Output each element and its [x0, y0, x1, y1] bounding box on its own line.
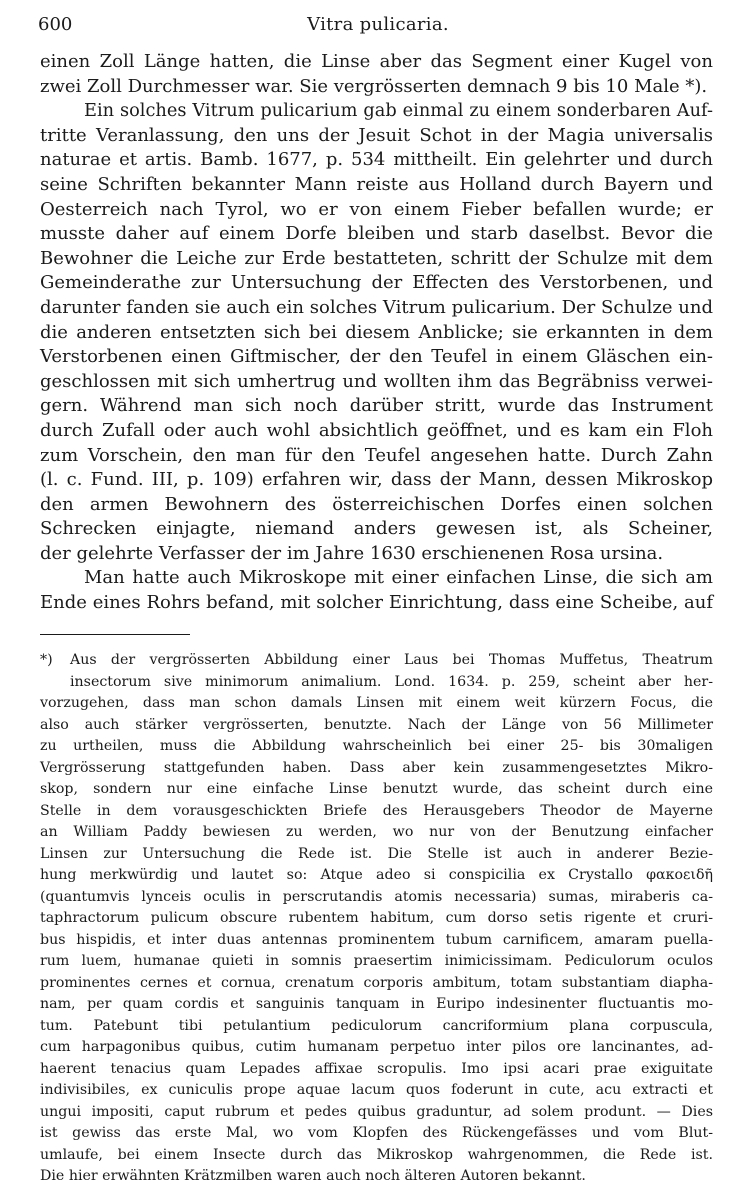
- footnote-line: insectorum sive minimorum animalium. Lond. 1634. p. 259, scheint aber her-: [70, 673, 713, 690]
- text-line: tritte Veranlassung, den uns der Jesuit Schot in der Magia universalis: [40, 124, 713, 146]
- page-header: [38, 14, 718, 42]
- text-line: Bewohner die Leiche zur Erde bestatteten, schritt der Schulze mit dem: [40, 247, 713, 269]
- text-line: Schrecken einjagte, niemand anders gewesen ist, als Scheiner,: [40, 518, 713, 540]
- footnote-line: ist gewiss das erste Mal, wo vom Klopfen des Rückengefässes und vom Blut-: [40, 1125, 713, 1141]
- text-line: musste daher auf einem Dorfe bleiben und starb daselbst. Bevor die: [40, 223, 713, 245]
- text-line: den armen Bewohnern des österreichischen Dorfes einen solchen: [40, 493, 713, 515]
- footnote-line: cum harpagonibus quibus, cutim humanam perpetuo inter pilos ore lancinantes, ad-: [40, 1039, 713, 1055]
- footnote-marker: *): [40, 652, 53, 668]
- text-line: darunter fanden sie auch ein solches Vitrum pulicarium. Der Schulze und: [40, 296, 713, 318]
- footnote-line: Die hier erwähnten Krätzmilben waren auch noch älteren Autoren bekannt.: [40, 1168, 586, 1184]
- text-line: Ende eines Rohrs befand, mit solcher Einrichtung, dass eine Scheibe, auf: [40, 592, 713, 614]
- text-line: der gelehrte Verfasser der im Jahre 1630 erschienenen Rosa ursina.: [40, 542, 664, 564]
- text-line: geschlossen mit sich umhertrug und wollten ihm das Begräbniss verwei-: [40, 370, 713, 392]
- footnote-line: prominentes cernes et cornua, crenatum corporis ambitum, totam substantiam diapha-: [40, 974, 713, 991]
- text-line: einen Zoll Länge hatten, die Linse aber das Segment einer Kugel von: [40, 51, 713, 72]
- footnote-separator: [40, 634, 190, 635]
- footnote-line: indivisibiles, ex cuniculis prope aquae lacum quos foderunt in cute, acu extracti et: [40, 1082, 713, 1098]
- text-line: seine Schriften bekannter Mann reiste aus Holland durch Bayern und: [40, 173, 713, 195]
- footnote: [40, 650, 713, 1188]
- text-line: zum Vorschein, den man für den Teufel angesehen hatte. Durch Zahn: [40, 444, 713, 466]
- footnote-text: Aus der vergrösserten Abbildung einer Laus bei Thomas Muffetus, Theatrum: [70, 652, 713, 668]
- footnote-line: taphractorum pulicum obscure rubentem habitum, cum dorso setis rigente et cruri-: [40, 910, 713, 926]
- footnote-line-first: [40, 650, 713, 672]
- text-line: Gemeinderathe zur Untersuchung der Effecten des Verstorbenen, und: [40, 272, 713, 294]
- text-line: zwei Zoll Durchmesser war. Sie vergrösserten demnach 9 bis 10 Male *).: [40, 75, 708, 97]
- footnote-line: umlaufe, bei einem Insecte durch das Mikroskop wahrgenommen, die Rede ist.: [40, 1146, 713, 1163]
- footnote-line: haerent tenacius quam Lepades affixae scropulis. Imo ipsi acari prae exiguitate: [40, 1060, 713, 1077]
- text-line: Man hatte auch Mikroskope mit einer einfachen Linse, die sich am: [84, 567, 713, 589]
- footnote-line: an William Paddy bewiesen zu werden, wo nur von der Benutzung einfacher: [40, 824, 713, 840]
- footnote-line: also auch stärker vergrösserten, benutzte. Nach der Länge von 56 Millimeter: [40, 716, 713, 733]
- text-line: Ein solches Vitrum pulicarium gab einmal zu einem sonderbaren Auf-: [84, 101, 713, 122]
- footnote-line: vorzugehen, dass man schon damals Linsen mit einem weit kürzern Focus, die: [40, 695, 713, 711]
- text-line: gern. Während man sich noch darüber stritt, wurde das Instrument: [40, 395, 713, 417]
- page-number: 600: [38, 14, 73, 35]
- footnote-line: (quantumvis lynceis oculis in perscrutandis atomis necessaria) sumas, miraberis ca-: [40, 888, 713, 905]
- footnote-line: Stelle in dem vorausgeschickten Briefe des Herausgebers Theodor de Mayerne: [40, 802, 713, 819]
- footnote-line: zu urtheilen, muss die Abbildung wahrscheinlich bei einer 25- bis 30maligen: [40, 738, 713, 754]
- running-title: Vitra pulicaria.: [307, 14, 449, 35]
- footnote-line: tum. Patebunt tibi petulantium pediculorum cancriformium plana corpuscula,: [40, 1017, 713, 1034]
- footnote-line: rum luem, humanae quieti in somnis praesertim inimicissimam. Pediculorum oculos: [40, 953, 713, 969]
- text-line: Oesterreich nach Tyrol, wo er von einem Fieber befallen wurde; er: [40, 198, 713, 220]
- footnote-line: nam, per quam cordis et sanguinis tanquam in Euripo indesinenter fluctuantis mo-: [40, 996, 713, 1012]
- footnote-line: hung merkwürdig und lautet so: Atque adeo si conspicilia ex Crystallo φακοειδῆ: [40, 867, 713, 883]
- footnote-line: Linsen zur Untersuchung die Rede ist. Die Stelle ist auch in anderer Bezie-: [40, 845, 713, 862]
- footnote-line: ungui impositi, caput rubrum et pedes quibus graduntur, ad solem produnt. — Dies: [40, 1103, 713, 1120]
- footnote-line: skop, sondern nur eine einfache Linse benutzt wurde, das scheint durch eine: [40, 781, 713, 797]
- footnote-line: bus hispidis, et inter duas antennas prominentem tubum carnificem, amaram puella-: [40, 931, 713, 948]
- text-line: (l. c. Fund. III, p. 109) erfahren wir, dass der Mann, dessen Mikroskop: [40, 469, 713, 491]
- footnote-line: Vergrösserung stattgefunden haben. Dass aber kein zusammengesetztes Mikro-: [40, 759, 713, 776]
- text-line: Verstorbenen einen Giftmischer, der den Teufel in einem Gläschen ein-: [40, 346, 713, 368]
- text-line: durch Zufall oder auch wohl absichtlich geöffnet, und es kam ein Floh: [40, 419, 713, 441]
- text-line: die anderen entsetzten sich bei diesem Anblicke; sie erkannten in dem: [40, 321, 713, 343]
- text-line: naturae et artis. Bamb. 1677, p. 534 mittheilt. Ein gelehrter und durch: [40, 149, 713, 171]
- main-text: [40, 50, 713, 616]
